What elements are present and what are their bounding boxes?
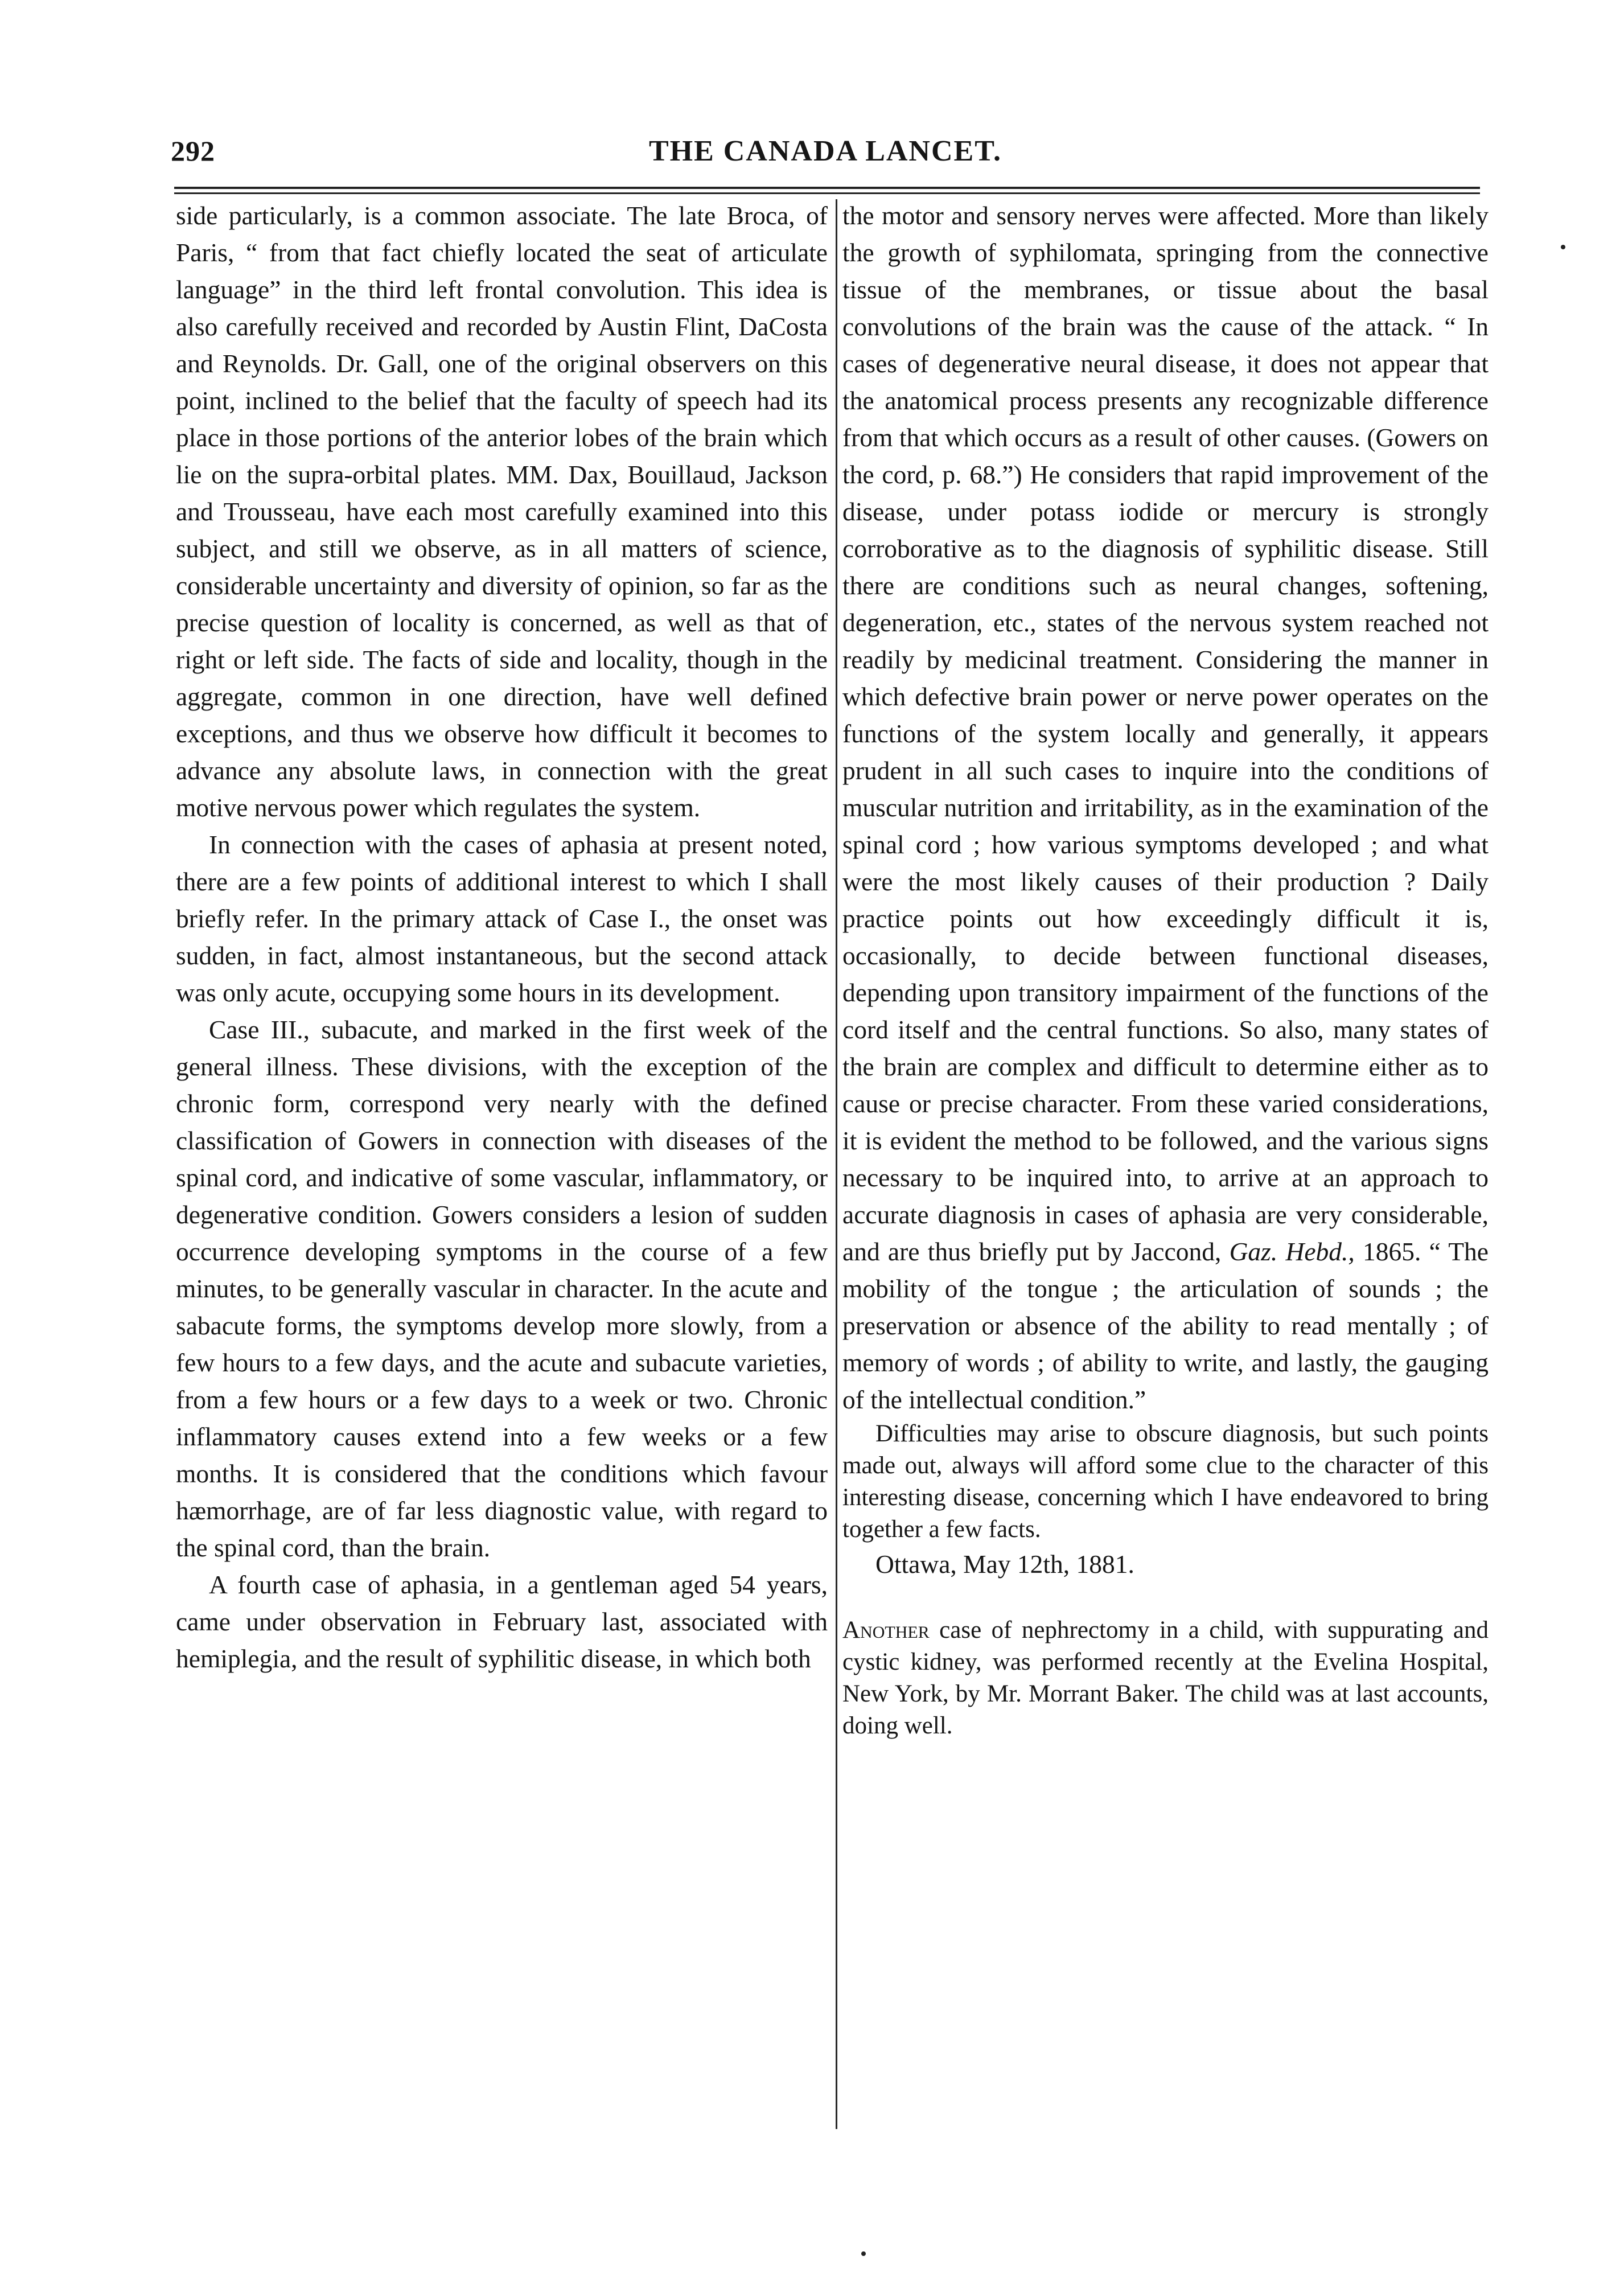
paragraph: Case III., subacute, and marked in the first week of the general illness. These divisions, with the exception of the chronic form, correspond very nearly with the defined classification of Gowers in connection with diseases of the spinal cord, and indicative of some vascular, inflammatory, or degenerative condition. Gowers considers a lesion of sudden occurrence developing symptoms in the course of a few minutes, to be generally vascular in character. In the acute and sabacute forms, the symptoms develop more slowly, from a few hours to a few days, and the acute and subacute varieties, from a few hours or a few days to a week or two. Chronic inflammatory causes extend into a few weeks or a few months. It is considered that the conditions which favour hæmorrhage, are of far less diagnostic value, with regard to the spinal cord, than the brain. — [176, 1015, 828, 1562]
journal-citation: Gaz. Hebd., — [1229, 1237, 1355, 1266]
paragraph-text: the motor and sensory nerves were affected. More than likely the growth of syphilomata, springing from the connective tissue of the membranes, or tissue about the basal convolutions of the brain was the cause of the attack. “ In cases of degenerative neural disease, it does not appear that the anatomical process presents any recognizable difference from that which occurs as a result of other causes. (Gowers on the cord, p. 68.”) He considers that rapid improvement of the disease, under potass iodide or mercury is strongly corroborative as to the diagnosis of syphilitic disease. Still there are conditions such as neural changes, softening, degeneration, etc., states of the nervous system reached not readily by medicinal treatment. Considering the manner in which defective brain power or nerve power operates on the functions of the system locally and generally, it appears prudent in all such cases to inquire into the conditions of muscular nutrition and irritability, as in the examination of the spinal cord ; how various symptoms developed ; and what were the most likely causes of their production ? Daily practice points out how exceedingly difficult it is, occasionally, to decide between functional diseases, depending upon transitory impairment of the functions of the cord itself and the central functions. So also, many states of the brain are complex and difficult to determine either as to cause or precise character. From these varied considerations, it is evident the method to be followed, and the various signs necessary to be inquired into, to arrive at an approach to accurate diagnosis in cases of aphasia are very considerable, and are thus briefly put by Jaccond, — [842, 201, 1489, 1266]
signoff: Ottawa, May 12th, 1881. — [875, 1550, 1134, 1579]
left-column — [176, 197, 828, 1677]
news-item — [842, 1614, 1489, 1742]
column-divider — [836, 199, 837, 2129]
paragraph-text: 1865. “ The mobility of the tongue ; the articulation of sounds ; the preservation or absence of the ability to read mentally ; of memory of words ; of ability to write, and lastly, the gauging of the intellectual condition.” — [842, 1237, 1489, 1414]
print-speck — [861, 2251, 866, 2256]
print-speck — [1561, 245, 1565, 249]
paragraph — [842, 197, 1489, 1418]
page-number: 292 — [171, 135, 215, 167]
paragraph: In connection with the cases of aphasia at present noted, there are a few points of additional interest to which I shall briefly refer. In the primary attack of Case I., the onset was sudden, in fact, almost instantaneous, but the second attack was only acute, occupying some hours in its development. — [176, 830, 828, 1007]
paragraph: A fourth case of aphasia, in a gentleman aged 54 years, came under observation in February last, associated with hemiplegia, and the result of syphilitic disease, in which both — [176, 1570, 828, 1673]
header-rule-bottom — [174, 192, 1480, 194]
news-lead: Another — [842, 1617, 930, 1643]
news-text: case of nephrectomy in a child, with suppurating and cystic kidney, was performed recently at the Evelina Hospital, New York, by Mr. Morrant Baker. The child was at last accounts, doing well. — [842, 1617, 1489, 1739]
paragraph: Difficulties may arise to obscure diagnosis, but such points made out, always will afford some clue to the character of this interesting disease, concerning which I have endeavored to bring together a few facts. — [842, 1420, 1489, 1543]
page-header — [171, 134, 1480, 180]
running-title: THE CANADA LANCET. — [648, 135, 1002, 167]
header-rule-top — [174, 187, 1480, 189]
right-column — [842, 197, 1489, 1742]
paragraph: side particularly, is a common associate. The late Broca, of Paris, “ from that fact chiefly located the seat of articulate language” in the third left frontal convolution. This idea is also carefully received and recorded by Austin Flint, DaCosta and Reynolds. Dr. Gall, one of the original observers on this point, inclined to the belief that the faculty of speech had its place in those portions of the anterior lobes of the brain which lie on the supra-orbital plates. MM. Dax, Bouillaud, Jackson and Trousseau, have each most carefully examined into this subject, and still we observe, as in all matters of science, considerable uncertainty and diversity of opinion, so far as the precise question of locality is concerned, as well as that of right or left side. The facts of side and locality, though in the aggregate, common in one direction, have well defined exceptions, and thus we observe how difficult it becomes to advance any absolute laws, in connection with the great motive nervous power which regulates the system. — [176, 201, 828, 822]
